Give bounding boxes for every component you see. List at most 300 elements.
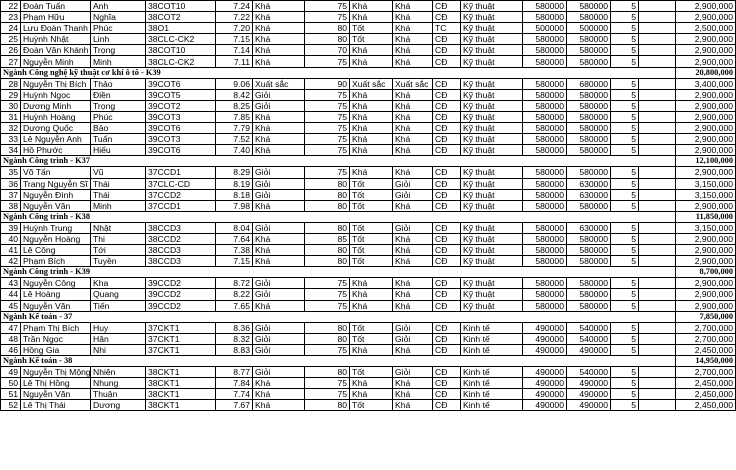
cell-program-level: CĐ	[433, 45, 461, 56]
cell-months: 5	[611, 178, 639, 189]
cell-row-number: 49	[1, 367, 21, 378]
cell-overall-rank: Giỏi	[393, 178, 433, 189]
cell-gpa: 8.36	[216, 322, 253, 333]
cell-base-amount: 580000	[523, 34, 567, 45]
cell-field: Kỹ thuật	[461, 12, 523, 23]
cell-gpa: 7.85	[216, 111, 253, 122]
cell-conduct-rank: Tốt	[350, 34, 393, 45]
cell-given-name: Thái	[91, 189, 146, 200]
cell-blank: 2,900,000	[676, 300, 736, 311]
cell-months: 5	[611, 56, 639, 67]
cell-months: 5	[611, 300, 639, 311]
cell-empty	[639, 123, 676, 134]
cell-program-level: CĐ	[433, 344, 461, 355]
cell-base-amount: 580000	[523, 233, 567, 244]
cell-scholarship-amount: 580000	[567, 256, 611, 267]
cell-empty	[639, 233, 676, 244]
cell-class-code: 38CKT1	[146, 367, 216, 378]
section-header-row	[1, 267, 736, 278]
table-row	[1, 189, 736, 200]
section-total: 11,850,000	[676, 211, 736, 222]
cell-gpa: 7.79	[216, 123, 253, 134]
cell-conduct-rank: Tốt	[350, 222, 393, 233]
cell-blank: 2,900,000	[676, 134, 736, 145]
section-header-row	[1, 67, 736, 78]
cell-row-number: 29	[1, 89, 21, 100]
cell-family-name: Dương Quốc	[21, 123, 91, 134]
cell-program-level: CĐ	[433, 123, 461, 134]
cell-base-amount: 500000	[523, 23, 567, 34]
cell-months: 5	[611, 78, 639, 89]
cell-base-amount: 490000	[523, 344, 567, 355]
cell-academic-rank: Khá	[253, 23, 305, 34]
cell-conduct-score: 75	[305, 344, 350, 355]
table-row	[1, 89, 736, 100]
cell-family-name: Lê Thị Thái	[21, 400, 91, 411]
cell-conduct-score: 75	[305, 378, 350, 389]
cell-field: Kỹ thuật	[461, 256, 523, 267]
cell-scholarship-amount: 580000	[567, 278, 611, 289]
cell-class-code: 38CCD2	[146, 233, 216, 244]
cell-family-name: Lưu Đoàn Thanh	[21, 23, 91, 34]
cell-row-number: 33	[1, 134, 21, 145]
cell-conduct-rank: Khá	[350, 344, 393, 355]
cell-row-number: 25	[1, 34, 21, 45]
cell-program-level: CĐ	[433, 333, 461, 344]
cell-gpa: 8.72	[216, 278, 253, 289]
cell-conduct-rank: Tốt	[350, 233, 393, 244]
cell-class-code: 37CCD1	[146, 167, 216, 178]
cell-class-code: 39COT6	[146, 123, 216, 134]
cell-scholarship-amount: 630000	[567, 178, 611, 189]
cell-program-level: CĐ	[433, 233, 461, 244]
cell-blank: 2,900,000	[676, 245, 736, 256]
cell-months: 5	[611, 378, 639, 389]
cell-family-name: Võ Tấn	[21, 167, 91, 178]
cell-class-code: 38O1	[146, 23, 216, 34]
cell-conduct-score: 75	[305, 100, 350, 111]
cell-class-code: 38CKT1	[146, 378, 216, 389]
cell-conduct-rank: Khá	[350, 45, 393, 56]
cell-program-level: TC	[433, 23, 461, 34]
cell-blank: 2,900,000	[676, 89, 736, 100]
table-row	[1, 322, 736, 333]
cell-program-level: CĐ	[433, 289, 461, 300]
cell-conduct-score: 75	[305, 134, 350, 145]
cell-given-name: Anh	[91, 1, 146, 12]
cell-family-name: Huỳnh Hoàng	[21, 111, 91, 122]
cell-blank: 2,900,000	[676, 256, 736, 267]
cell-scholarship-amount: 580000	[567, 123, 611, 134]
cell-row-number: 51	[1, 389, 21, 400]
cell-given-name: Nhật	[91, 222, 146, 233]
cell-family-name: Nguyễn Công	[21, 278, 91, 289]
cell-base-amount: 580000	[523, 256, 567, 267]
cell-program-level: CĐ	[433, 78, 461, 89]
cell-scholarship-amount: 580000	[567, 145, 611, 156]
cell-blank: 2,900,000	[676, 111, 736, 122]
cell-scholarship-amount: 580000	[567, 1, 611, 12]
cell-gpa: 8.32	[216, 333, 253, 344]
cell-conduct-score: 80	[305, 322, 350, 333]
table-row	[1, 256, 736, 267]
cell-conduct-rank: Khá	[350, 389, 393, 400]
cell-program-level: CĐ	[433, 400, 461, 411]
section-total: 12,100,000	[676, 156, 736, 167]
cell-class-code: 37CKT1	[146, 322, 216, 333]
cell-empty	[639, 34, 676, 45]
cell-conduct-score: 80	[305, 400, 350, 411]
cell-row-number: 37	[1, 189, 21, 200]
cell-gpa: 7.24	[216, 1, 253, 12]
cell-blank: 2,900,000	[676, 289, 736, 300]
cell-base-amount: 580000	[523, 278, 567, 289]
cell-academic-rank: Khá	[253, 134, 305, 145]
cell-overall-rank: Khá	[393, 45, 433, 56]
cell-class-code: 37CKT1	[146, 344, 216, 355]
cell-gpa: 7.38	[216, 245, 253, 256]
cell-program-level: CĐ	[433, 1, 461, 12]
cell-family-name: Phạm Bích	[21, 256, 91, 267]
section-header-row	[1, 311, 736, 322]
cell-class-code: 39COT6	[146, 145, 216, 156]
cell-conduct-score: 75	[305, 123, 350, 134]
cell-base-amount: 580000	[523, 145, 567, 156]
cell-scholarship-amount: 580000	[567, 111, 611, 122]
cell-class-code: 39CCD2	[146, 300, 216, 311]
cell-program-level: CĐ	[433, 145, 461, 156]
cell-family-name: Nguyễn Văn	[21, 300, 91, 311]
table-row	[1, 34, 736, 45]
table-row	[1, 134, 736, 145]
cell-field: Kinh tế	[461, 333, 523, 344]
cell-row-number: 34	[1, 145, 21, 156]
section-title: Ngành Công nghệ kỹ thuật cơ khí ô tô - K39	[1, 67, 676, 78]
cell-conduct-rank: Xuất sắc	[350, 78, 393, 89]
cell-field: Kỹ thuật	[461, 178, 523, 189]
cell-academic-rank: Khá	[253, 34, 305, 45]
cell-class-code: 38CLC-CK2	[146, 56, 216, 67]
cell-family-name: Phạm Thị Bích	[21, 322, 91, 333]
cell-overall-rank: Khá	[393, 200, 433, 211]
cell-class-code: 37CKT1	[146, 333, 216, 344]
cell-empty	[639, 145, 676, 156]
section-title: Ngành Kế toán - 38	[1, 356, 676, 367]
cell-field: Kỹ thuật	[461, 167, 523, 178]
cell-given-name: Nhi	[91, 344, 146, 355]
cell-blank: 2,900,000	[676, 100, 736, 111]
cell-gpa: 8.29	[216, 167, 253, 178]
cell-conduct-rank: Tốt	[350, 322, 393, 333]
cell-row-number: 36	[1, 178, 21, 189]
cell-scholarship-amount: 490000	[567, 400, 611, 411]
cell-row-number: 43	[1, 278, 21, 289]
cell-academic-rank: Xuất sắc	[253, 78, 305, 89]
cell-blank: 2,900,000	[676, 167, 736, 178]
cell-blank: 2,900,000	[676, 1, 736, 12]
cell-field: Kỹ thuật	[461, 245, 523, 256]
cell-months: 5	[611, 344, 639, 355]
table-row	[1, 367, 736, 378]
cell-empty	[639, 134, 676, 145]
cell-empty	[639, 278, 676, 289]
cell-blank: 2,900,000	[676, 123, 736, 134]
cell-gpa: 7.22	[216, 12, 253, 23]
cell-row-number: 38	[1, 200, 21, 211]
cell-conduct-rank: Tốt	[350, 367, 393, 378]
cell-blank: 3,150,000	[676, 189, 736, 200]
cell-given-name: Hân	[91, 333, 146, 344]
cell-row-number: 23	[1, 12, 21, 23]
cell-academic-rank: Giỏi	[253, 367, 305, 378]
cell-program-level: CĐ	[433, 89, 461, 100]
cell-conduct-score: 75	[305, 145, 350, 156]
cell-academic-rank: Khá	[253, 200, 305, 211]
cell-family-name: Phạm Hữu	[21, 12, 91, 23]
cell-class-code: 38CCD3	[146, 222, 216, 233]
table-row	[1, 200, 736, 211]
cell-blank: 2,450,000	[676, 400, 736, 411]
cell-blank: 2,900,000	[676, 56, 736, 67]
cell-given-name: Hiếu	[91, 145, 146, 156]
cell-field: Kinh tế	[461, 322, 523, 333]
cell-class-code: 37CCD2	[146, 189, 216, 200]
cell-program-level: CĐ	[433, 134, 461, 145]
cell-given-name: Vũ	[91, 167, 146, 178]
cell-gpa: 7.15	[216, 256, 253, 267]
cell-academic-rank: Khá	[253, 45, 305, 56]
cell-months: 5	[611, 200, 639, 211]
table-row	[1, 289, 736, 300]
cell-academic-rank: Giỏi	[253, 344, 305, 355]
section-title: Ngành Công trình - K39	[1, 267, 676, 278]
cell-scholarship-amount: 580000	[567, 233, 611, 244]
cell-row-number: 39	[1, 222, 21, 233]
cell-overall-rank: Khá	[393, 344, 433, 355]
cell-months: 5	[611, 145, 639, 156]
cell-class-code: 38CKT1	[146, 389, 216, 400]
cell-class-code: 39COT3	[146, 134, 216, 145]
cell-given-name: Kha	[91, 278, 146, 289]
cell-row-number: 31	[1, 111, 21, 122]
cell-field: Kỹ thuật	[461, 145, 523, 156]
cell-overall-rank: Khá	[393, 34, 433, 45]
cell-field: Kỹ thuật	[461, 200, 523, 211]
cell-empty	[639, 344, 676, 355]
cell-given-name: Tuấn	[91, 134, 146, 145]
cell-base-amount: 580000	[523, 178, 567, 189]
cell-row-number: 24	[1, 23, 21, 34]
cell-overall-rank: Khá	[393, 23, 433, 34]
cell-conduct-score: 80	[305, 189, 350, 200]
cell-family-name: Huỳnh Ngọc	[21, 89, 91, 100]
cell-given-name: Linh	[91, 34, 146, 45]
table-row	[1, 344, 736, 355]
cell-field: Kinh tế	[461, 389, 523, 400]
cell-conduct-score: 90	[305, 78, 350, 89]
cell-family-name: Lê Công	[21, 245, 91, 256]
cell-conduct-score: 75	[305, 89, 350, 100]
cell-empty	[639, 333, 676, 344]
cell-overall-rank: Khá	[393, 167, 433, 178]
cell-program-level: CĐ	[433, 12, 461, 23]
cell-field: Kinh tế	[461, 344, 523, 355]
cell-conduct-score: 75	[305, 12, 350, 23]
cell-gpa: 7.67	[216, 400, 253, 411]
cell-academic-rank: Giỏi	[253, 178, 305, 189]
cell-conduct-rank: Tốt	[350, 200, 393, 211]
cell-given-name: Tuyền	[91, 256, 146, 267]
section-title: Ngành Công trình - K38	[1, 211, 676, 222]
cell-field: Kỹ thuật	[461, 189, 523, 200]
cell-family-name: Nguyễn Thị Mộng	[21, 367, 91, 378]
cell-academic-rank: Giỏi	[253, 289, 305, 300]
cell-empty	[639, 111, 676, 122]
cell-empty	[639, 245, 676, 256]
cell-program-level: CĐ	[433, 378, 461, 389]
cell-gpa: 7.64	[216, 233, 253, 244]
cell-overall-rank: Khá	[393, 145, 433, 156]
cell-overall-rank: Khá	[393, 1, 433, 12]
cell-gpa: 7.15	[216, 34, 253, 45]
cell-conduct-rank: Khá	[350, 145, 393, 156]
cell-blank: 3,400,000	[676, 78, 736, 89]
table-row	[1, 167, 736, 178]
cell-academic-rank: Giỏi	[253, 89, 305, 100]
cell-base-amount: 580000	[523, 123, 567, 134]
cell-gpa: 9.06	[216, 78, 253, 89]
cell-scholarship-amount: 580000	[567, 245, 611, 256]
cell-blank: 2,900,000	[676, 12, 736, 23]
cell-field: Kỹ thuật	[461, 34, 523, 45]
cell-empty	[639, 322, 676, 333]
cell-overall-rank: Khá	[393, 378, 433, 389]
cell-program-level: CĐ	[433, 367, 461, 378]
table-row	[1, 78, 736, 89]
cell-program-level: CĐ	[433, 34, 461, 45]
cell-empty	[639, 1, 676, 12]
cell-months: 5	[611, 278, 639, 289]
cell-months: 5	[611, 89, 639, 100]
section-total: 7,850,000	[676, 311, 736, 322]
cell-academic-rank: Khá	[253, 111, 305, 122]
cell-empty	[639, 178, 676, 189]
cell-base-amount: 580000	[523, 1, 567, 12]
cell-class-code: 39COT3	[146, 111, 216, 122]
cell-months: 5	[611, 333, 639, 344]
cell-given-name: Dương	[91, 400, 146, 411]
table-row	[1, 145, 736, 156]
cell-scholarship-amount: 580000	[567, 100, 611, 111]
cell-conduct-score: 75	[305, 167, 350, 178]
cell-gpa: 8.04	[216, 222, 253, 233]
cell-conduct-score: 80	[305, 178, 350, 189]
cell-family-name: Huỳnh Trung	[21, 222, 91, 233]
cell-field: Kỹ thuật	[461, 111, 523, 122]
table-row	[1, 1, 736, 12]
cell-given-name: Nhiên	[91, 367, 146, 378]
cell-scholarship-amount: 490000	[567, 378, 611, 389]
cell-conduct-score: 75	[305, 56, 350, 67]
cell-base-amount: 580000	[523, 100, 567, 111]
cell-given-name: Thái	[91, 178, 146, 189]
cell-months: 5	[611, 256, 639, 267]
cell-academic-rank: Khá	[253, 300, 305, 311]
cell-gpa: 8.83	[216, 344, 253, 355]
cell-gpa: 8.25	[216, 100, 253, 111]
cell-field: Kỹ thuật	[461, 233, 523, 244]
cell-months: 5	[611, 222, 639, 233]
cell-row-number: 28	[1, 78, 21, 89]
cell-blank: 2,900,000	[676, 145, 736, 156]
cell-row-number: 26	[1, 45, 21, 56]
cell-conduct-score: 80	[305, 222, 350, 233]
cell-class-code: 38COT10	[146, 45, 216, 56]
cell-base-amount: 580000	[523, 45, 567, 56]
cell-conduct-score: 80	[305, 256, 350, 267]
table-row	[1, 56, 736, 67]
cell-given-name: Phúc	[91, 111, 146, 122]
cell-scholarship-amount: 580000	[567, 45, 611, 56]
cell-given-name: Tới	[91, 245, 146, 256]
cell-empty	[639, 189, 676, 200]
cell-overall-rank: Khá	[393, 56, 433, 67]
cell-field: Kỹ thuật	[461, 1, 523, 12]
cell-academic-rank: Khá	[253, 123, 305, 134]
cell-academic-rank: Giỏi	[253, 167, 305, 178]
table-row	[1, 278, 736, 289]
cell-overall-rank: Khá	[393, 233, 433, 244]
table-row	[1, 123, 736, 134]
cell-empty	[639, 367, 676, 378]
cell-program-level: CĐ	[433, 278, 461, 289]
cell-field: Kỹ thuật	[461, 45, 523, 56]
cell-conduct-score: 80	[305, 34, 350, 45]
cell-class-code: 38CCD3	[146, 245, 216, 256]
cell-months: 5	[611, 233, 639, 244]
cell-blank: 2,900,000	[676, 45, 736, 56]
cell-program-level: CĐ	[433, 256, 461, 267]
cell-blank: 2,450,000	[676, 389, 736, 400]
cell-given-name: Nhung	[91, 378, 146, 389]
cell-months: 5	[611, 111, 639, 122]
cell-blank: 2,450,000	[676, 344, 736, 355]
table-row	[1, 178, 736, 189]
cell-blank: 3,150,000	[676, 222, 736, 233]
cell-empty	[639, 89, 676, 100]
table-row	[1, 245, 736, 256]
cell-academic-rank: Khá	[253, 145, 305, 156]
cell-family-name: Hồ Phước	[21, 145, 91, 156]
cell-row-number: 46	[1, 344, 21, 355]
cell-field: Kỹ thuật	[461, 56, 523, 67]
cell-given-name: Minh	[91, 56, 146, 67]
cell-months: 5	[611, 12, 639, 23]
cell-empty	[639, 23, 676, 34]
cell-overall-rank: Khá	[393, 289, 433, 300]
cell-family-name: Trần Ngọc	[21, 333, 91, 344]
cell-base-amount: 580000	[523, 78, 567, 89]
cell-class-code: 37CCD1	[146, 200, 216, 211]
cell-given-name: Điền	[91, 89, 146, 100]
cell-conduct-rank: Khá	[350, 111, 393, 122]
cell-academic-rank: Khá	[253, 233, 305, 244]
cell-family-name: Đoàn Văn Khánh	[21, 45, 91, 56]
cell-scholarship-amount: 540000	[567, 333, 611, 344]
cell-program-level: CĐ	[433, 189, 461, 200]
cell-academic-rank: Khá	[253, 400, 305, 411]
cell-overall-rank: Khá	[393, 89, 433, 100]
